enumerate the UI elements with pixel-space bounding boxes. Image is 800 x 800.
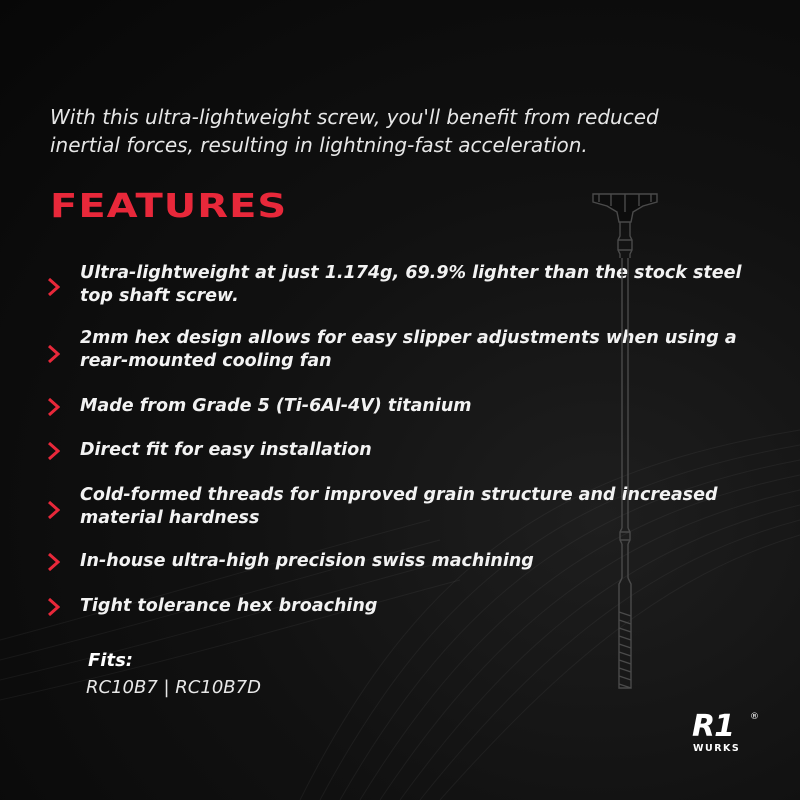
feature-line: material hardness xyxy=(80,508,260,528)
feature-line: Direct fit for easy installation xyxy=(80,440,372,460)
feature-line: Cold-formed threads for improved grain structure and increased xyxy=(80,485,718,505)
registered-mark: ® xyxy=(750,712,759,722)
intro-text xyxy=(50,103,750,159)
red-chevron-icon xyxy=(48,553,60,571)
red-chevron-icon xyxy=(48,398,60,416)
feature-line: Made from Grade 5 (Ti-6Al-4V) titanium xyxy=(80,396,472,416)
feature-line: In-house ultra-high precision swiss machining xyxy=(80,551,534,571)
feature-line: 2mm hex design allows for easy slipper adjustments when using a xyxy=(80,328,737,348)
feature-line: top shaft screw. xyxy=(80,286,239,306)
feature-line: Tight tolerance hex broaching xyxy=(80,596,378,616)
screw-illustration xyxy=(585,188,665,698)
logo-mark: R1 xyxy=(692,709,734,744)
feature-line: rear-mounted cooling fan xyxy=(80,351,332,371)
fits-models: RC10B7 | RC10B7D xyxy=(86,677,261,698)
logo-wordmark: WURKS xyxy=(693,743,741,754)
red-chevron-icon xyxy=(48,598,60,616)
intro-line-1: With this ultra-lightweight screw, you'll benefit from reduced xyxy=(50,105,659,129)
fits-label: Fits: xyxy=(88,650,133,671)
red-chevron-icon xyxy=(48,501,60,519)
intro-line-2: inertial forces, resulting in lightning-fast acceleration. xyxy=(50,133,588,157)
red-chevron-icon xyxy=(48,345,60,363)
feature-line: Ultra-lightweight at just 1.174g, 69.9% lighter than the stock steel xyxy=(80,263,742,283)
red-chevron-icon xyxy=(48,278,60,296)
brand-logo xyxy=(692,709,762,760)
features-heading: FEATURES xyxy=(50,187,288,226)
red-chevron-icon xyxy=(48,442,60,460)
